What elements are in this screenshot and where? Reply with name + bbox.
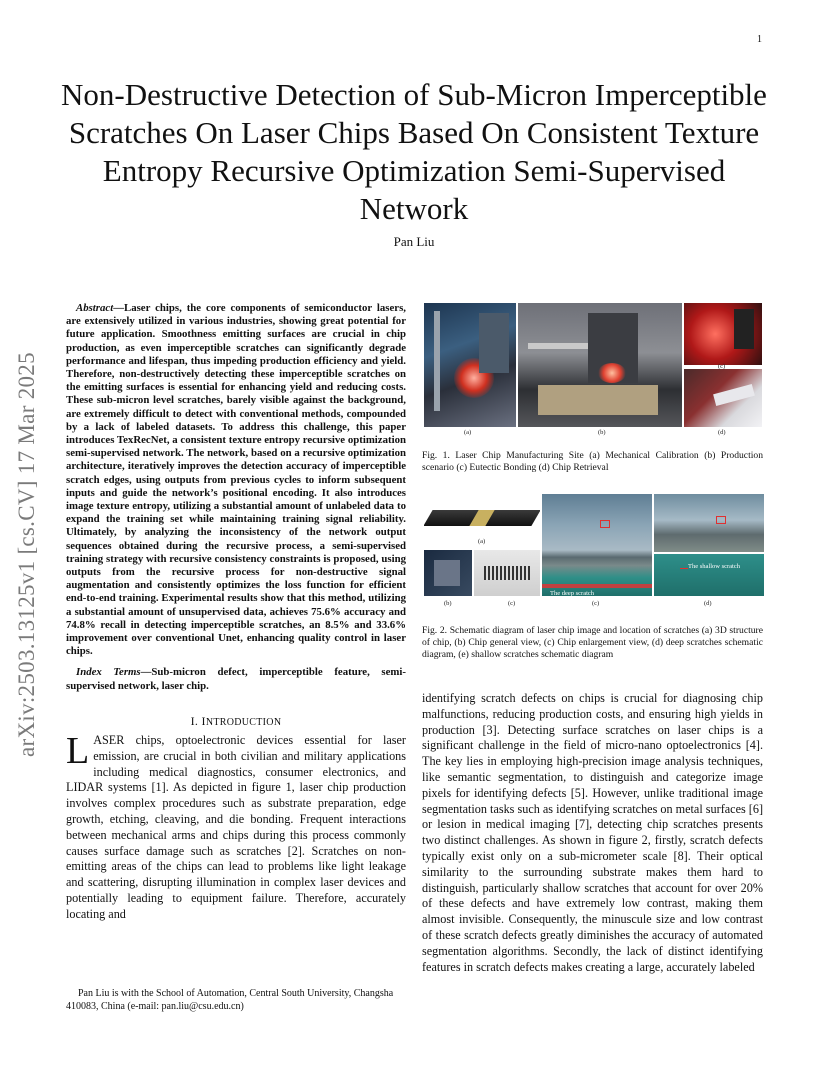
paper-title: Non-Destructive Detection of Sub-Micron Imperceptible Scratches On Laser Chips Based On Consistent Texture Entropy Recursive Optimization Semi-Supervised Network bbox=[61, 77, 767, 226]
index-terms bbox=[66, 666, 406, 692]
abstract-label: Abstract bbox=[76, 302, 114, 314]
figure-1-label-c: (c) bbox=[718, 363, 726, 370]
abstract bbox=[66, 302, 406, 658]
left-column bbox=[66, 302, 406, 923]
chip-general-view bbox=[424, 550, 472, 596]
deep-scratch-label: The deep scratch bbox=[550, 590, 595, 597]
chip-enlargement-view bbox=[542, 494, 652, 596]
introduction-text: ASER chips, optoelectronic devices essential for laser emission, are crucial in both civilian and military applications including medical diagnostics, consumer electronics, and LIDAR systems [1]. As depicted in figure 1, laser chip production involves complex procedures such as substrate preparation, edge growth, etching, cleaving, and die bonding. Frequent interactions between mechanical arms and chips during this process commonly causes surface damage such as scratches [2]. Scratches on non-emitting areas of the chips can lead to problems like light leakage and scattering, disrupting illumination in complex laser devices and potentially leading to equipment failure. Therefore, accurately locating and bbox=[66, 733, 406, 921]
photo-mechanical-calibration bbox=[424, 303, 516, 427]
shallow-scratch-label: The shallow scratch bbox=[688, 563, 740, 570]
figure-2-label-d: (d) bbox=[704, 600, 712, 607]
photo-production-scenario bbox=[518, 303, 682, 427]
figure-1-caption: Fig. 1. Laser Chip Manufacturing Site (a) Mechanical Calibration (b) Production scenario (c) Eutectic Bonding (d) Chip Retrieval bbox=[422, 450, 763, 473]
figure-2-label-a: (a) bbox=[478, 538, 486, 545]
author-footnote: Pan Liu is with the School of Automation, Central South University, Changsha 410083, China (e-mail: pan.liu@csu.edu.cn) bbox=[66, 988, 394, 1012]
author-name: Pan Liu bbox=[393, 234, 435, 249]
right-column-text: identifying scratch defects on chips is crucial for diagnosing chip malfunctions, reducing production costs, and ensuring high yields in production [3]. Detecting surface scratches on laser chips is a significant challenge in the field of micro-nano optoelectronics [4]. The key lies in employing high-precision image analysis techniques, like semantic segmentation, to distinguish and categorize image pixels for identifying defects [5]. However, unlike traditional image segmentation tasks such as identifying scratches on metal surfaces [6] or lesion in medical imaging [7], detecting chip scratches presents two distinct challenges. As shown in figure 2, firstly, scratch defects typically exist only on a sub-micrometer scale [8]. Their optical similarity to the surrounding substrate makes them hard to distinguish, particularly shallow scratches that account for over 20% of these defects and have extremely low contrast, making them almost invisible. Consequently, the minuscule size and low contrast of these scratch defects greatly diminishes the accuracy of automated segmentation algorithms. Secondly, the lack of distinct identifying features in scratch defects makes creating a large, accurately labeled bbox=[422, 691, 763, 974]
figure-1-label-a: (a) bbox=[464, 429, 472, 436]
figure-1-label-b: (b) bbox=[598, 429, 606, 436]
page-number: 1 bbox=[757, 34, 762, 45]
arxiv-identifier: arXiv:2503.13125v1 [cs.CV] 17 Mar 2025 bbox=[14, 352, 39, 757]
section-heading: I. INTRODUCTION bbox=[190, 713, 282, 728]
index-terms-text: —Sub-micron defect, imperceptible feature, semi-supervised network, laser chip. bbox=[66, 666, 406, 692]
abstract-text: —Laser chips, the core components of semiconductor lasers, are extensively utilized in various industries, showing great potential for future application. Smoothness emitting surfaces are crucial in chip production, as even imperceptible scratches can significantly degrade performance and lifespan, thus impeding production efficiency and yield. Therefore, non-destructively detecting these imperceptible scratches on the emitting surfaces is essential for enhancing yield and reducing costs. These sub-micron level scratches, barely visible against the background, are extremely difficult to detect with conventional methods, compounded by a lack of labeled datasets. To address this challenge, this paper introduces TexRecNet, a consistent texture entropy recursive optimization semi-supervised network. The network, based on a recursive optimization architecture, iteratively improves the detection accuracy of imperceptible scratch edges, using outputs from previous cycles to inform subsequent inputs and guide the network’s positional encoding. It also introduces image texture entropy, utilizing a substantial amount of unlabeled data to expand the training set while maintaining training signal reliability. Ultimately, by analyzing the inconsistency of the network output sequences obtained during the recursive process, a semi-supervised training strategy with recursive consistency constraints is proposed, using outputs from the recursive process for non-destructive signal augmentation and consistently optimizes the loss function for efficient end-to-end training. Experimental results show that this method, utilizing a substantial amount of unsupervised data, achieves 75.6% accuracy and 74.8% recall in detecting imperceptible scratches, an 8.5% and 33.6% improvement over conventional Unet, enhancing quality control in laser chips. bbox=[66, 302, 406, 658]
shallow-scratch-detail bbox=[654, 554, 764, 596]
drop-cap: L bbox=[66, 730, 90, 773]
figure-2-caption: Fig. 2. Schematic diagram of laser chip image and location of scratches (a) 3D structure of chip, (b) Chip general view, (c) Chip enlargement view, (d) deep scratches schematic diagram, (e) shallow scratches schematic diagram bbox=[422, 625, 763, 660]
shallow-scratch-view bbox=[654, 494, 764, 552]
photo-eutectic-bonding bbox=[684, 303, 762, 365]
figure-1-label-d: (d) bbox=[718, 429, 726, 436]
figure-2 bbox=[424, 494, 764, 612]
index-terms-label: Index Terms bbox=[76, 666, 141, 679]
chip-detail-view bbox=[474, 550, 540, 596]
introduction-paragraph bbox=[66, 730, 406, 923]
figure-2-label-c: (c) bbox=[592, 600, 600, 607]
figure-1 bbox=[424, 303, 764, 443]
photo-chip-retrieval bbox=[684, 369, 762, 427]
figure-2-label-c-small: (c) bbox=[508, 600, 516, 607]
figure-2-label-b: (b) bbox=[444, 600, 452, 607]
